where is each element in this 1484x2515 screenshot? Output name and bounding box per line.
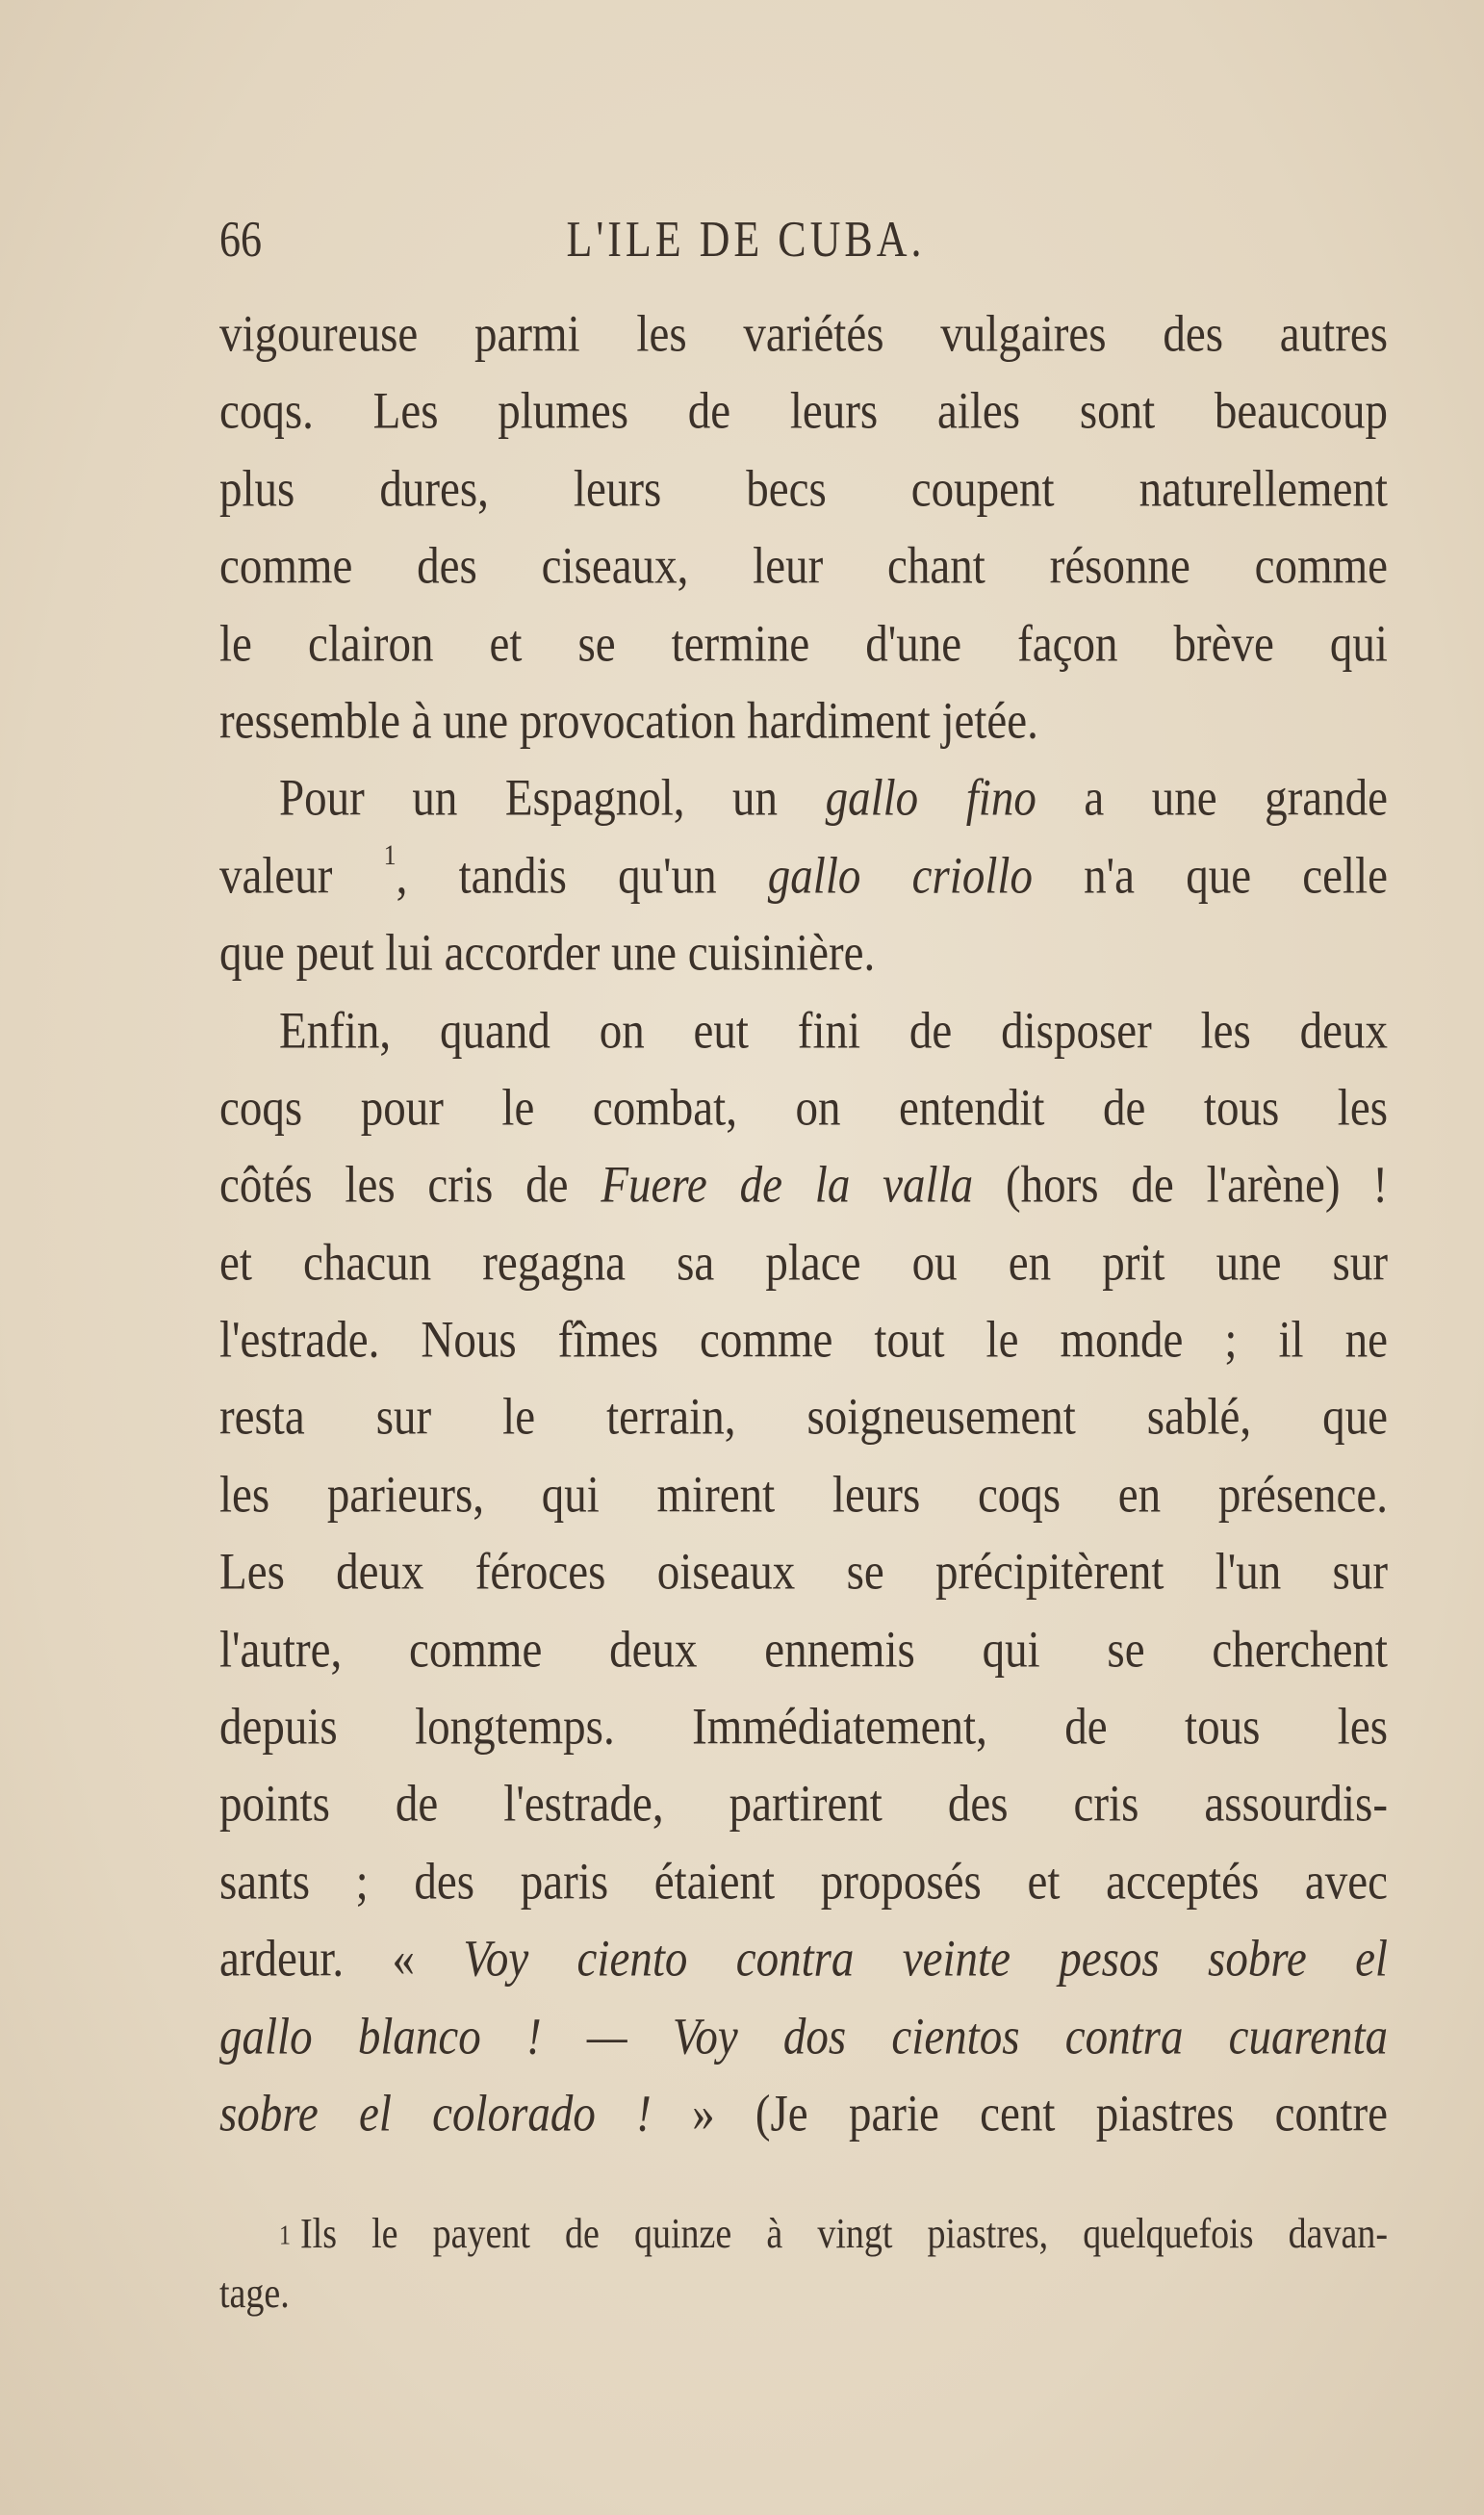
text-line (219, 1145, 1388, 1234)
text-segment: resta sur le terrain, soigneusement sablé, que (219, 1388, 1388, 1447)
text-line (219, 1919, 1388, 2008)
text-segment: et chacun regagna sa place ou en prit une sur (219, 1234, 1388, 1292)
italic-text: sobre el colorado ! (219, 2085, 652, 2143)
text-segment: (hors de l'arène) ! (973, 1156, 1388, 1215)
page-header (219, 210, 1388, 271)
footnote (219, 2202, 1388, 2322)
text-segment: » (Je parie cent piastres contre (651, 2085, 1388, 2143)
text-segment: coqs pour le combat, on entendit de tous les (219, 1079, 1388, 1138)
text-line (219, 1377, 1388, 1466)
italic-text: gallo criollo (767, 847, 1033, 906)
text-line (219, 449, 1388, 538)
text-segment: coqs. Les plumes de leurs ailes sont beaucoup (219, 382, 1388, 441)
text-segment: comme des ciseaux, leur chant résonne comme (219, 537, 1388, 596)
text-segment: Enfin, quand on eut fini de disposer les deux (279, 1002, 1388, 1060)
text-segment: , tandis qu'un (396, 847, 768, 906)
text-segment: Les deux féroces oiseaux se précipitèrent l'un sur (219, 1543, 1388, 1602)
footnote-text: tage. (219, 2270, 290, 2318)
footnote-line (219, 2262, 1388, 2332)
text-segment: sants ; des paris étaient proposés et acceptés avec (219, 1853, 1388, 1912)
text-line (219, 681, 1388, 770)
text-line (219, 2074, 1388, 2163)
text-segment: a une grande (1036, 769, 1388, 828)
text-segment: points de l'estrade, partirent des cris assourdis- (219, 1775, 1388, 1834)
footnote-reference: 1 (383, 838, 397, 871)
text-segment: valeur (219, 847, 384, 906)
footnote-marker: 1 (279, 2221, 291, 2251)
text-line (219, 1455, 1388, 1544)
text-segment: que peut lui accorder une cuisinière. (219, 924, 876, 983)
text-line (219, 526, 1388, 615)
text-line (219, 1068, 1388, 1157)
italic-text: gallo fino (825, 769, 1036, 828)
text-line (219, 1997, 1388, 2086)
italic-text: Voy ciento contra veinte pesos sobre el (463, 1930, 1388, 1989)
text-line (219, 1842, 1388, 1931)
text-line (219, 991, 1388, 1080)
footnote-text: Ils le payent de quinze à vingt piastres, quelquefois davan- (300, 2210, 1388, 2258)
text-line (219, 1300, 1388, 1389)
text-line (219, 913, 1388, 1002)
text-segment: le clairon et se termine d'une façon brève qui (219, 615, 1388, 673)
text-segment: les parieurs, qui mirent leurs coqs en présence. (219, 1466, 1388, 1525)
text-segment: ardeur. « (219, 1930, 464, 1989)
text-segment: n'a que celle (1032, 847, 1389, 906)
text-line (219, 295, 1388, 383)
text-segment: côtés les cris de (219, 1156, 601, 1215)
text-line (219, 1610, 1388, 1699)
italic-text: Fuere de la valla (601, 1156, 974, 1215)
text-segment: plus dures, leurs becs coupent naturellement (219, 460, 1388, 519)
text-segment: l'autre, comme deux ennemis qui se cherchent (219, 1621, 1388, 1679)
italic-text: gallo blanco ! — Voy dos cientos contra cuarenta (219, 2008, 1388, 2066)
text-segment: depuis longtemps. Immédiatement, de tous les (219, 1698, 1388, 1757)
running-title: L'ILE DE CUBA. (566, 211, 926, 268)
body-text (219, 295, 1388, 2151)
text-line (219, 1532, 1388, 1621)
text-line (219, 1764, 1388, 1853)
text-line (219, 758, 1388, 847)
text-line (219, 1223, 1388, 1312)
text-line (219, 604, 1388, 693)
text-segment: vigoureuse parmi les variétés vulgaires des autres (219, 305, 1388, 364)
text-line (219, 1687, 1388, 1776)
text-segment: Pour un Espagnol, un (279, 769, 826, 828)
text-line (219, 372, 1388, 460)
page-number: 66 (219, 211, 262, 268)
text-segment: ressemble à une provocation hardiment jetée. (219, 692, 1038, 751)
text-segment: l'estrade. Nous fîmes comme tout le monde ; il ne (219, 1311, 1388, 1370)
text-line (219, 836, 1388, 925)
